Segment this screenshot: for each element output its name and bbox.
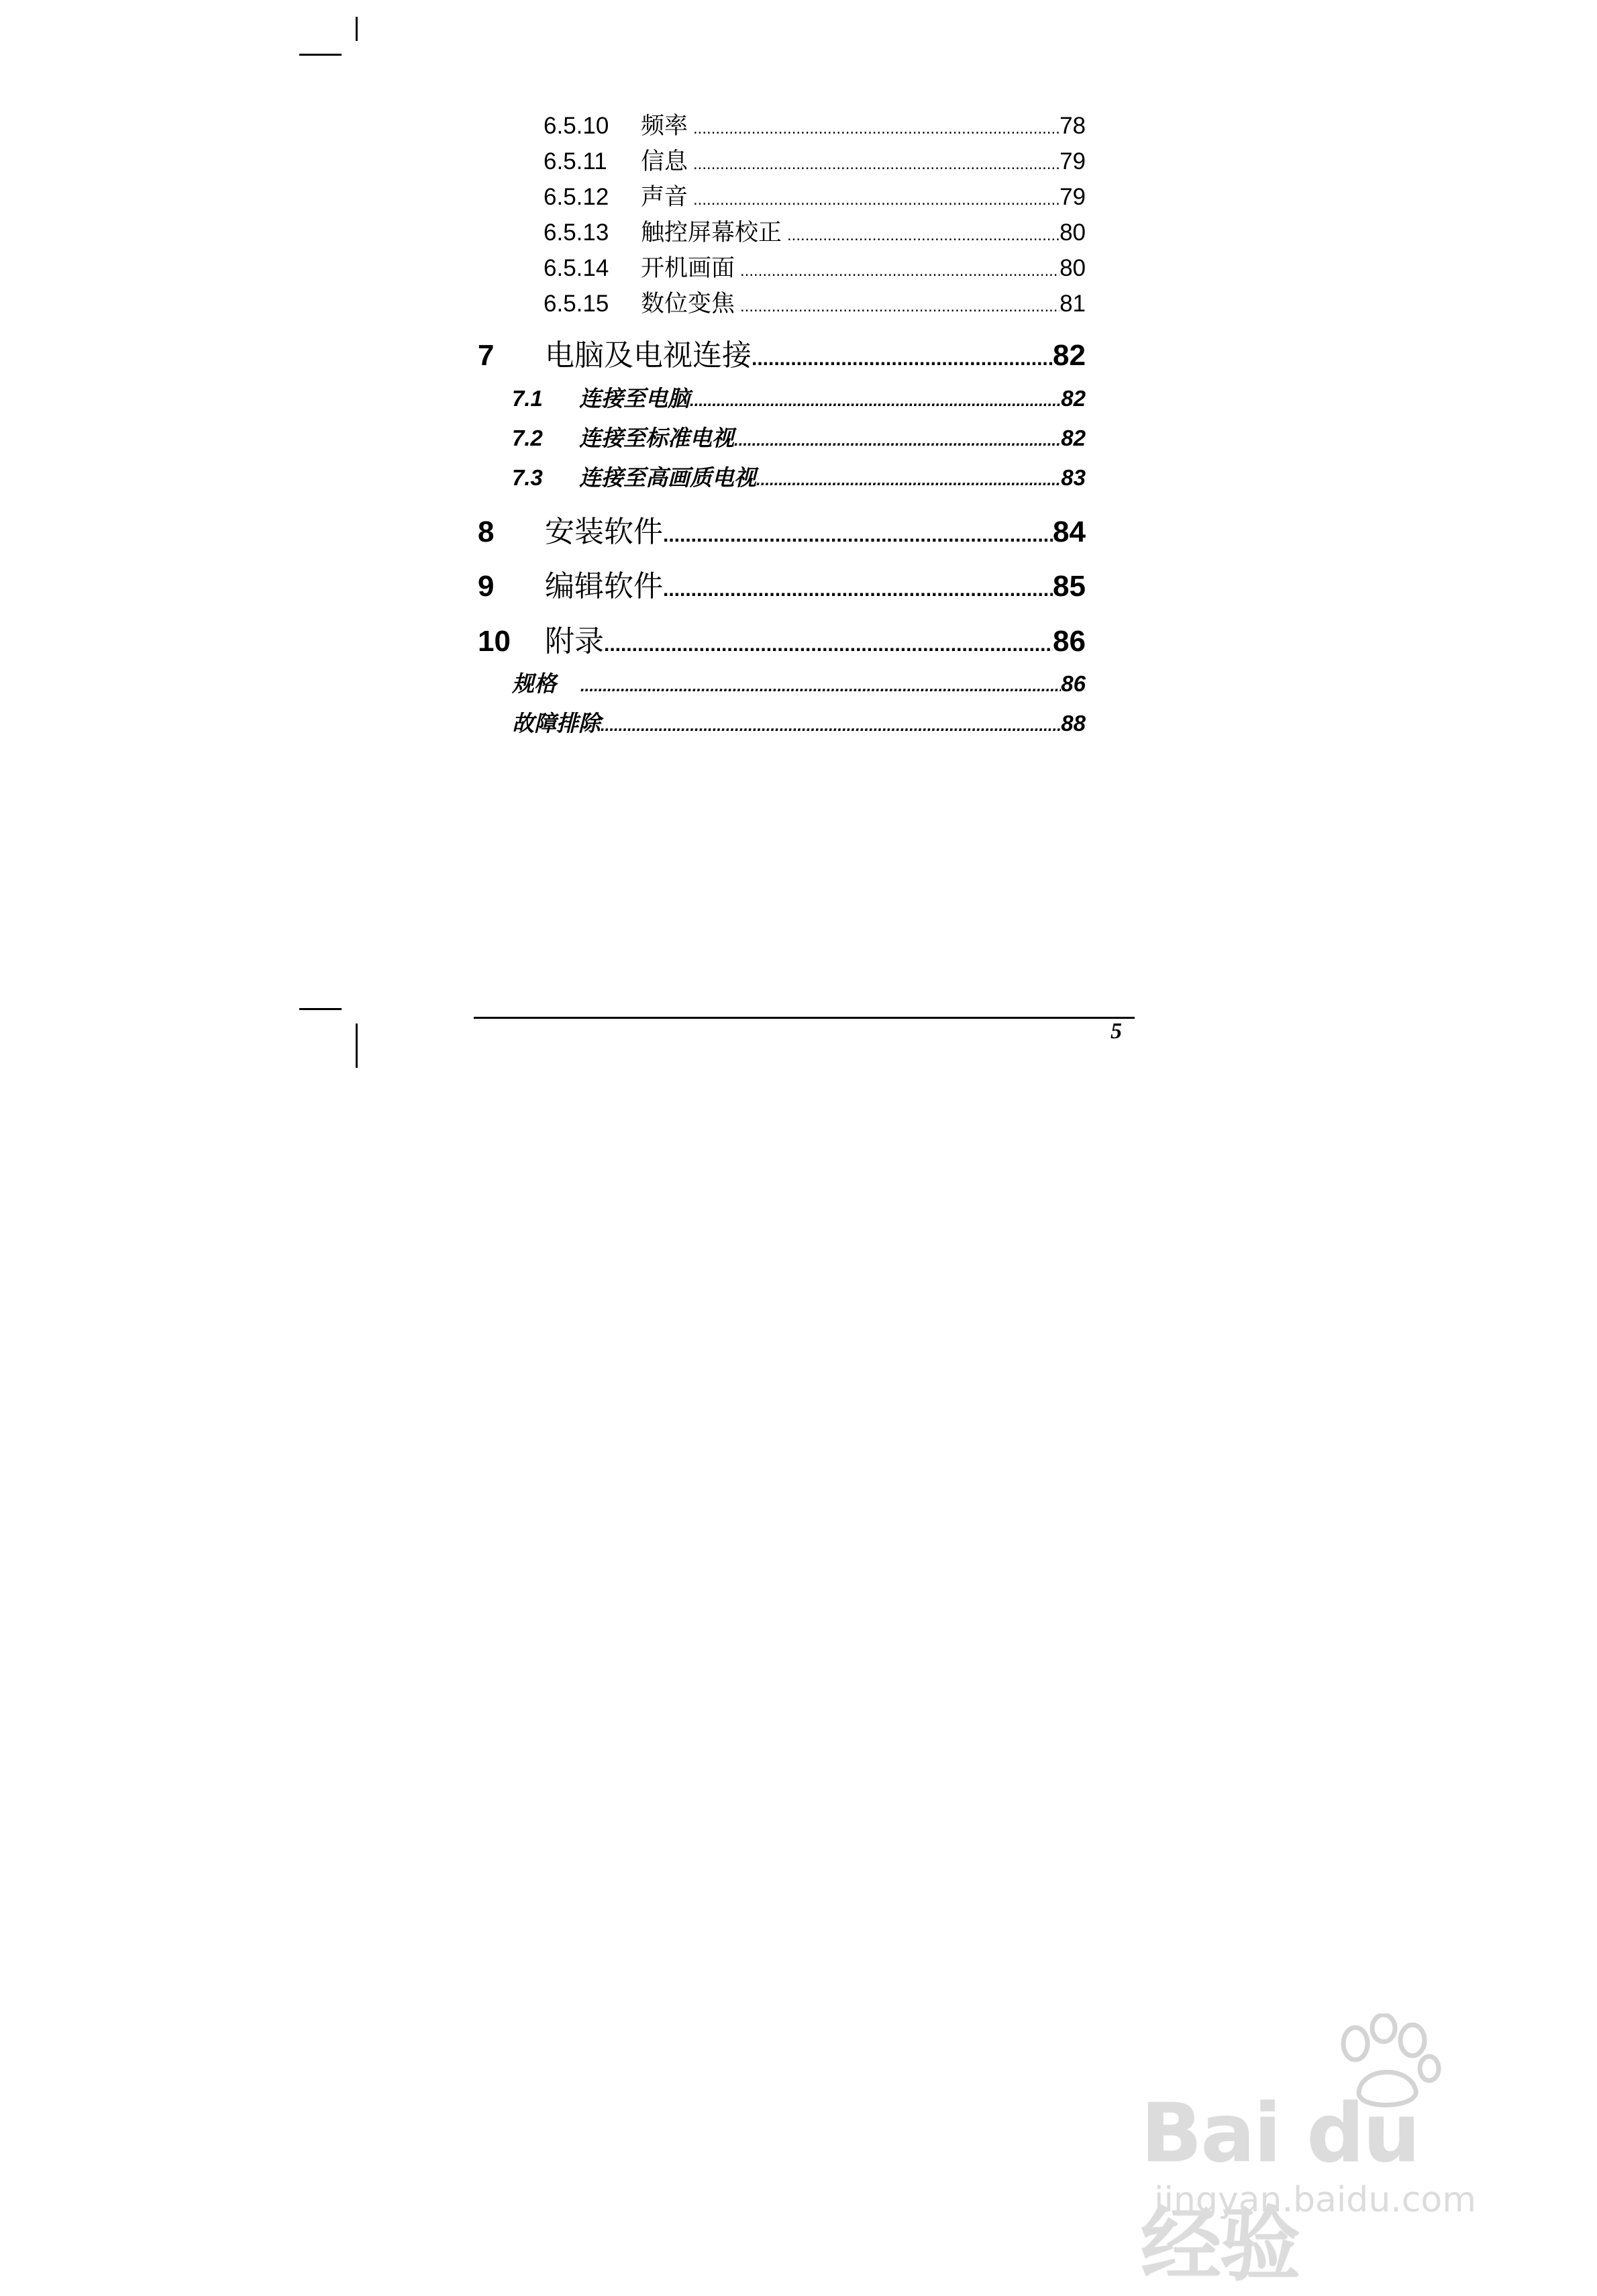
watermark-brand: Bai du 经验 bbox=[1141, 2087, 1419, 2292]
toc-section-number: 7.1 bbox=[512, 386, 543, 411]
toc-chapter-number: 10 bbox=[478, 625, 511, 658]
crop-mark-bottom-horizontal bbox=[299, 1008, 342, 1010]
toc-entry-page: 80 bbox=[1060, 255, 1086, 281]
toc-section-7-1[interactable] bbox=[512, 381, 1086, 413]
toc-entry-title: 触控屏幕校正 bbox=[641, 219, 782, 246]
toc-entry-page: 79 bbox=[1060, 184, 1086, 210]
page-number: 5 bbox=[1111, 1019, 1122, 1044]
dot-leader bbox=[787, 226, 1060, 245]
toc-chapter-title: 电脑及电视连接 bbox=[545, 338, 752, 372]
dot-leader bbox=[734, 432, 1061, 450]
toc-chapter-number: 9 bbox=[478, 570, 495, 603]
toc-section-title: 连接至标准电视 bbox=[579, 425, 734, 451]
toc-section-page: 82 bbox=[1061, 426, 1086, 450]
dot-leader bbox=[756, 471, 1061, 490]
toc-entry-page: 79 bbox=[1060, 148, 1086, 174]
dot-leader bbox=[740, 297, 1060, 316]
toc-entry-title: 开机画面 bbox=[641, 255, 735, 282]
toc-entry-page: 81 bbox=[1060, 291, 1086, 317]
toc-chapter-title: 安装软件 bbox=[545, 515, 663, 549]
toc-section-7-3[interactable] bbox=[512, 460, 1086, 492]
dot-leader bbox=[752, 348, 1053, 370]
toc-entry-number: 6.5.13 bbox=[544, 219, 609, 246]
toc-section-7-2[interactable] bbox=[512, 421, 1086, 452]
toc-entry-6-5-10[interactable] bbox=[544, 107, 1086, 141]
toc-section-title: 连接至高画质电视 bbox=[579, 464, 756, 491]
toc-entry-number: 6.5.11 bbox=[544, 148, 607, 174]
toc-entry-6-5-14[interactable] bbox=[544, 250, 1086, 283]
toc-chapter-page: 84 bbox=[1053, 515, 1086, 548]
toc-entry-page: 80 bbox=[1060, 219, 1086, 246]
dot-leader bbox=[663, 524, 1053, 547]
toc-section-number: 7.2 bbox=[512, 426, 543, 450]
toc-chapter-7[interactable] bbox=[478, 331, 1086, 374]
dot-leader bbox=[690, 392, 1061, 411]
dot-leader bbox=[663, 579, 1053, 601]
toc-section-title: 连接至电脑 bbox=[579, 385, 690, 411]
toc-chapter-page: 86 bbox=[1053, 625, 1086, 658]
toc-chapter-title: 编辑软件 bbox=[545, 569, 663, 603]
toc-entry-number: 6.5.15 bbox=[544, 291, 609, 317]
toc-section-page: 83 bbox=[1061, 465, 1086, 490]
footer-rule bbox=[474, 1017, 1135, 1019]
toc-chapter-title: 附录 bbox=[545, 624, 604, 658]
toc-entry-title: 声音 bbox=[641, 184, 688, 211]
watermark-url: jingyan.baidu.com bbox=[1154, 2180, 1476, 2220]
dot-leader bbox=[580, 677, 1061, 696]
dot-leader bbox=[693, 155, 1060, 174]
toc-section-page: 82 bbox=[1061, 386, 1086, 411]
toc-entry-6-5-15[interactable] bbox=[544, 285, 1086, 319]
toc-chapter-page: 82 bbox=[1053, 339, 1086, 372]
dot-leader bbox=[601, 717, 1061, 736]
dot-leader bbox=[604, 634, 1053, 656]
toc-entry-6-5-12[interactable] bbox=[544, 179, 1086, 212]
toc-entry-title: 信息 bbox=[641, 148, 688, 175]
crop-mark-bottom-vertical bbox=[356, 1024, 358, 1068]
toc-entry-page: 78 bbox=[1060, 113, 1086, 139]
toc-entry-title: 频率 bbox=[641, 113, 688, 140]
toc-chapter-9[interactable] bbox=[478, 562, 1086, 605]
toc-entry-number: 6.5.14 bbox=[544, 255, 609, 281]
toc-chapter-page: 85 bbox=[1053, 570, 1086, 603]
toc-chapter-number: 7 bbox=[478, 339, 495, 372]
toc-chapter-10[interactable] bbox=[478, 617, 1086, 660]
toc-entry-6-5-13[interactable] bbox=[544, 214, 1086, 248]
dot-leader bbox=[693, 191, 1060, 209]
toc-section-title: 故障排除 bbox=[512, 710, 601, 736]
toc-section-page: 86 bbox=[1061, 671, 1086, 696]
toc-entry-6-5-11[interactable] bbox=[544, 143, 1086, 177]
dot-leader bbox=[693, 119, 1060, 138]
toc-chapter-8[interactable] bbox=[478, 507, 1086, 550]
toc-entry-number: 6.5.12 bbox=[544, 184, 609, 210]
toc-entry-number: 6.5.10 bbox=[544, 113, 609, 139]
baidu-jingyan-watermark bbox=[1141, 2007, 1516, 2292]
toc-entry-title: 数位变焦 bbox=[641, 291, 735, 317]
toc-chapter-number: 8 bbox=[478, 515, 495, 548]
toc-section-title: 规格 bbox=[512, 670, 556, 697]
toc-appendix-specs[interactable] bbox=[512, 666, 1086, 698]
dot-leader bbox=[740, 262, 1060, 281]
toc-section-page: 88 bbox=[1061, 711, 1086, 736]
table-of-contents bbox=[0, 0, 1597, 752]
toc-section-number: 7.3 bbox=[512, 465, 543, 490]
toc-appendix-troubleshooting[interactable] bbox=[512, 706, 1086, 738]
